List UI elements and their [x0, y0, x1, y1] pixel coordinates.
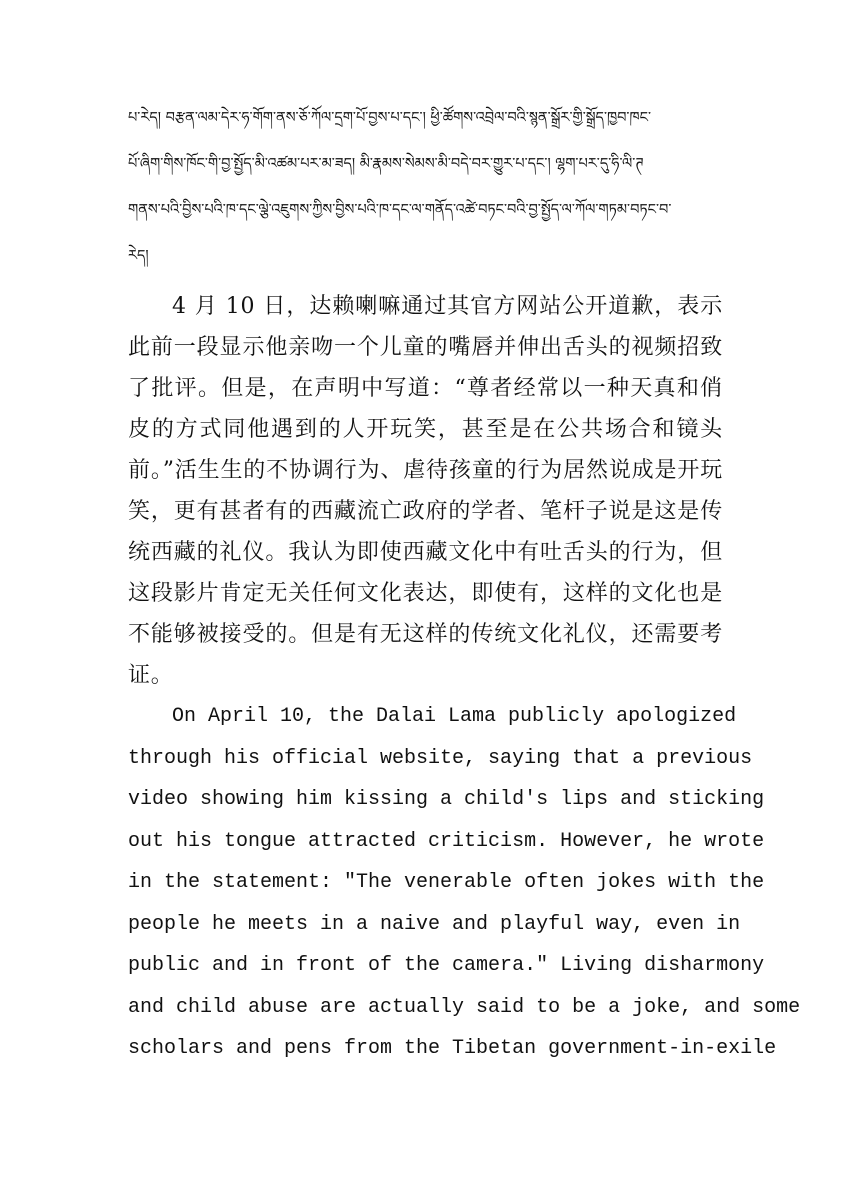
english-line-2: through his official website, saying that a previous	[128, 746, 753, 770]
english-line-3: video showing him kissing a child's lips and sticking	[128, 788, 765, 811]
tibetan-line-3: གནས་པའི་བྱིས་པའི་ཁ་དང་ལྕེ་འཇུགས་ཀྱིས་བྱིས་པའི་ཁ་དང་ལ་གནོད་འཚེ་བཏང་བའི་བྱ་སྤྱོད་ལ་ཀོལ་གཏམ་བཏང་བ་	[128, 202, 672, 218]
english-line-5: in the statement: "The venerable often jokes with the	[128, 871, 765, 894]
tibetan-line-4: རེད།	[128, 248, 149, 264]
english-line-8: and child abuse are actually said to be a joke, and some	[128, 995, 801, 1019]
english-line-6: people he meets in a naive and playful way, even in	[128, 912, 741, 936]
chinese-paragraph: 4 月 10 日，达赖喇嘛通过其官方网站公开道歉，表示此前一段显示他亲吻一个儿童的嘴唇并伸出舌头的视频招致了批评。但是，在声明中写道：“尊者经常以一种天真和俏皮的方式同他遇到的人开玩笑，甚至是在公共场合和镜头前。”活生生的不协调行为、虐待孩童的行为居然说成是开玩笑，更有甚者有的西藏流亡政府的学者、笔杆子说是这是传统西藏的礼仪。我认为即使西藏文化中有吐舌头的行为，但这段影片肯定无关任何文化表达，即使有，这样的文化也是不能够被接受的。但是有无这样的传统文化礼仪，还需要考证。	[128, 294, 723, 688]
english-line-4: out his tongue attracted criticism. However, he wrote	[128, 829, 765, 853]
tibetan-line-1: པ་རེད། བརྩན་ལམ་དེར་ཧ་གོག་ནས་ཅོ་ཀོལ་དྲག་པོ་བྱས་པ་དང་། ཕྱི་ཚོགས་འབྲེལ་བའི་སྙན་སྒྲོར་གྱི་སྒྲོད་ཁྱབ་ཁང་	[128, 110, 652, 126]
tibetan-line-2: པོ་ཞིག་གིས་ཁོང་གི་བྱ་སྤྱོད་མི་འཚམ་པར་མ་ཟད། མི་རྣམས་སེམས་མི་བདེ་བར་གྱུར་པ་དང་། ལྷག་པར་དུ་ཧི་ལི་ཊ	[128, 156, 644, 172]
english-line-9: scholars and pens from the Tibetan government-in-exile	[128, 1037, 777, 1060]
english-line-1: On April 10, the Dalai Lama publicly apologized	[172, 705, 737, 728]
english-line-7: public and in front of the camera." Living disharmony	[128, 954, 765, 977]
english-paragraph	[128, 696, 801, 1070]
